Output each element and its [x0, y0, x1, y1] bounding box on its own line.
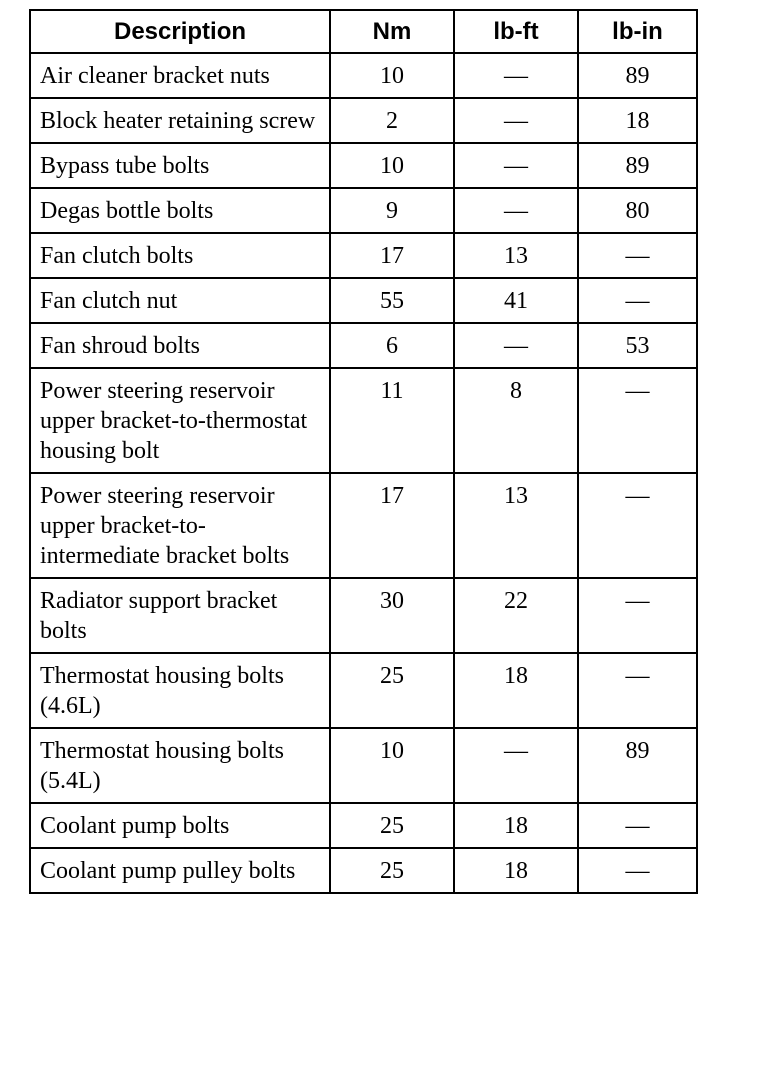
cell-lbin: —: [578, 233, 697, 278]
cell-lbin: 18: [578, 98, 697, 143]
cell-nm: 17: [330, 473, 454, 578]
cell-lbft: 18: [454, 653, 578, 728]
cell-lbin: —: [578, 848, 697, 893]
torque-spec-table: [29, 9, 698, 894]
cell-lbin: —: [578, 473, 697, 578]
table-row: [30, 278, 697, 323]
header-nm: Nm: [330, 10, 454, 53]
cell-description: Coolant pump bolts: [30, 803, 330, 848]
table-row: [30, 143, 697, 188]
cell-lbft: —: [454, 323, 578, 368]
cell-lbin: 80: [578, 188, 697, 233]
cell-nm: 25: [330, 803, 454, 848]
cell-nm: 17: [330, 233, 454, 278]
cell-lbft: —: [454, 98, 578, 143]
cell-lbin: —: [578, 803, 697, 848]
table-row: [30, 728, 697, 803]
header-row: [30, 10, 697, 53]
cell-lbin: 89: [578, 53, 697, 98]
table-row: [30, 848, 697, 893]
cell-nm: 10: [330, 143, 454, 188]
cell-lbft: 18: [454, 848, 578, 893]
cell-lbin: 53: [578, 323, 697, 368]
cell-lbin: —: [578, 278, 697, 323]
cell-description: Fan clutch bolts: [30, 233, 330, 278]
cell-description: Air cleaner bracket nuts: [30, 53, 330, 98]
cell-nm: 9: [330, 188, 454, 233]
cell-lbin: —: [578, 578, 697, 653]
cell-lbft: 13: [454, 473, 578, 578]
cell-description: Bypass tube bolts: [30, 143, 330, 188]
cell-lbft: 18: [454, 803, 578, 848]
table-row: [30, 578, 697, 653]
cell-nm: 10: [330, 728, 454, 803]
header-description: Description: [30, 10, 330, 53]
cell-lbft: 22: [454, 578, 578, 653]
cell-description: Block heater retaining screw: [30, 98, 330, 143]
cell-lbin: —: [578, 653, 697, 728]
table-row: [30, 653, 697, 728]
cell-nm: 25: [330, 653, 454, 728]
table-row: [30, 323, 697, 368]
cell-description: Power steering reservoir upper bracket-to-intermediate bracket bolts: [30, 473, 330, 578]
table-row: [30, 98, 697, 143]
cell-description: Fan clutch nut: [30, 278, 330, 323]
cell-lbft: 8: [454, 368, 578, 473]
cell-nm: 55: [330, 278, 454, 323]
table-row: [30, 803, 697, 848]
cell-lbft: —: [454, 143, 578, 188]
cell-description: Radiator support bracket bolts: [30, 578, 330, 653]
cell-lbin: —: [578, 368, 697, 473]
cell-lbin: 89: [578, 728, 697, 803]
cell-lbft: —: [454, 188, 578, 233]
cell-nm: 6: [330, 323, 454, 368]
cell-nm: 30: [330, 578, 454, 653]
cell-description: Fan shroud bolts: [30, 323, 330, 368]
table-row: [30, 188, 697, 233]
cell-lbft: 41: [454, 278, 578, 323]
cell-nm: 25: [330, 848, 454, 893]
cell-description: Degas bottle bolts: [30, 188, 330, 233]
header-lbft: lb-ft: [454, 10, 578, 53]
cell-description: Power steering reservoir upper bracket-to-thermostat housing bolt: [30, 368, 330, 473]
table-row: [30, 53, 697, 98]
cell-nm: 11: [330, 368, 454, 473]
cell-lbft: —: [454, 53, 578, 98]
cell-description: Thermostat housing bolts (4.6L): [30, 653, 330, 728]
cell-lbft: 13: [454, 233, 578, 278]
cell-nm: 2: [330, 98, 454, 143]
cell-description: Thermostat housing bolts (5.4L): [30, 728, 330, 803]
table-row: [30, 473, 697, 578]
cell-description: Coolant pump pulley bolts: [30, 848, 330, 893]
cell-lbin: 89: [578, 143, 697, 188]
table-row: [30, 233, 697, 278]
cell-nm: 10: [330, 53, 454, 98]
table-row: [30, 368, 697, 473]
header-lbin: lb-in: [578, 10, 697, 53]
cell-lbft: —: [454, 728, 578, 803]
